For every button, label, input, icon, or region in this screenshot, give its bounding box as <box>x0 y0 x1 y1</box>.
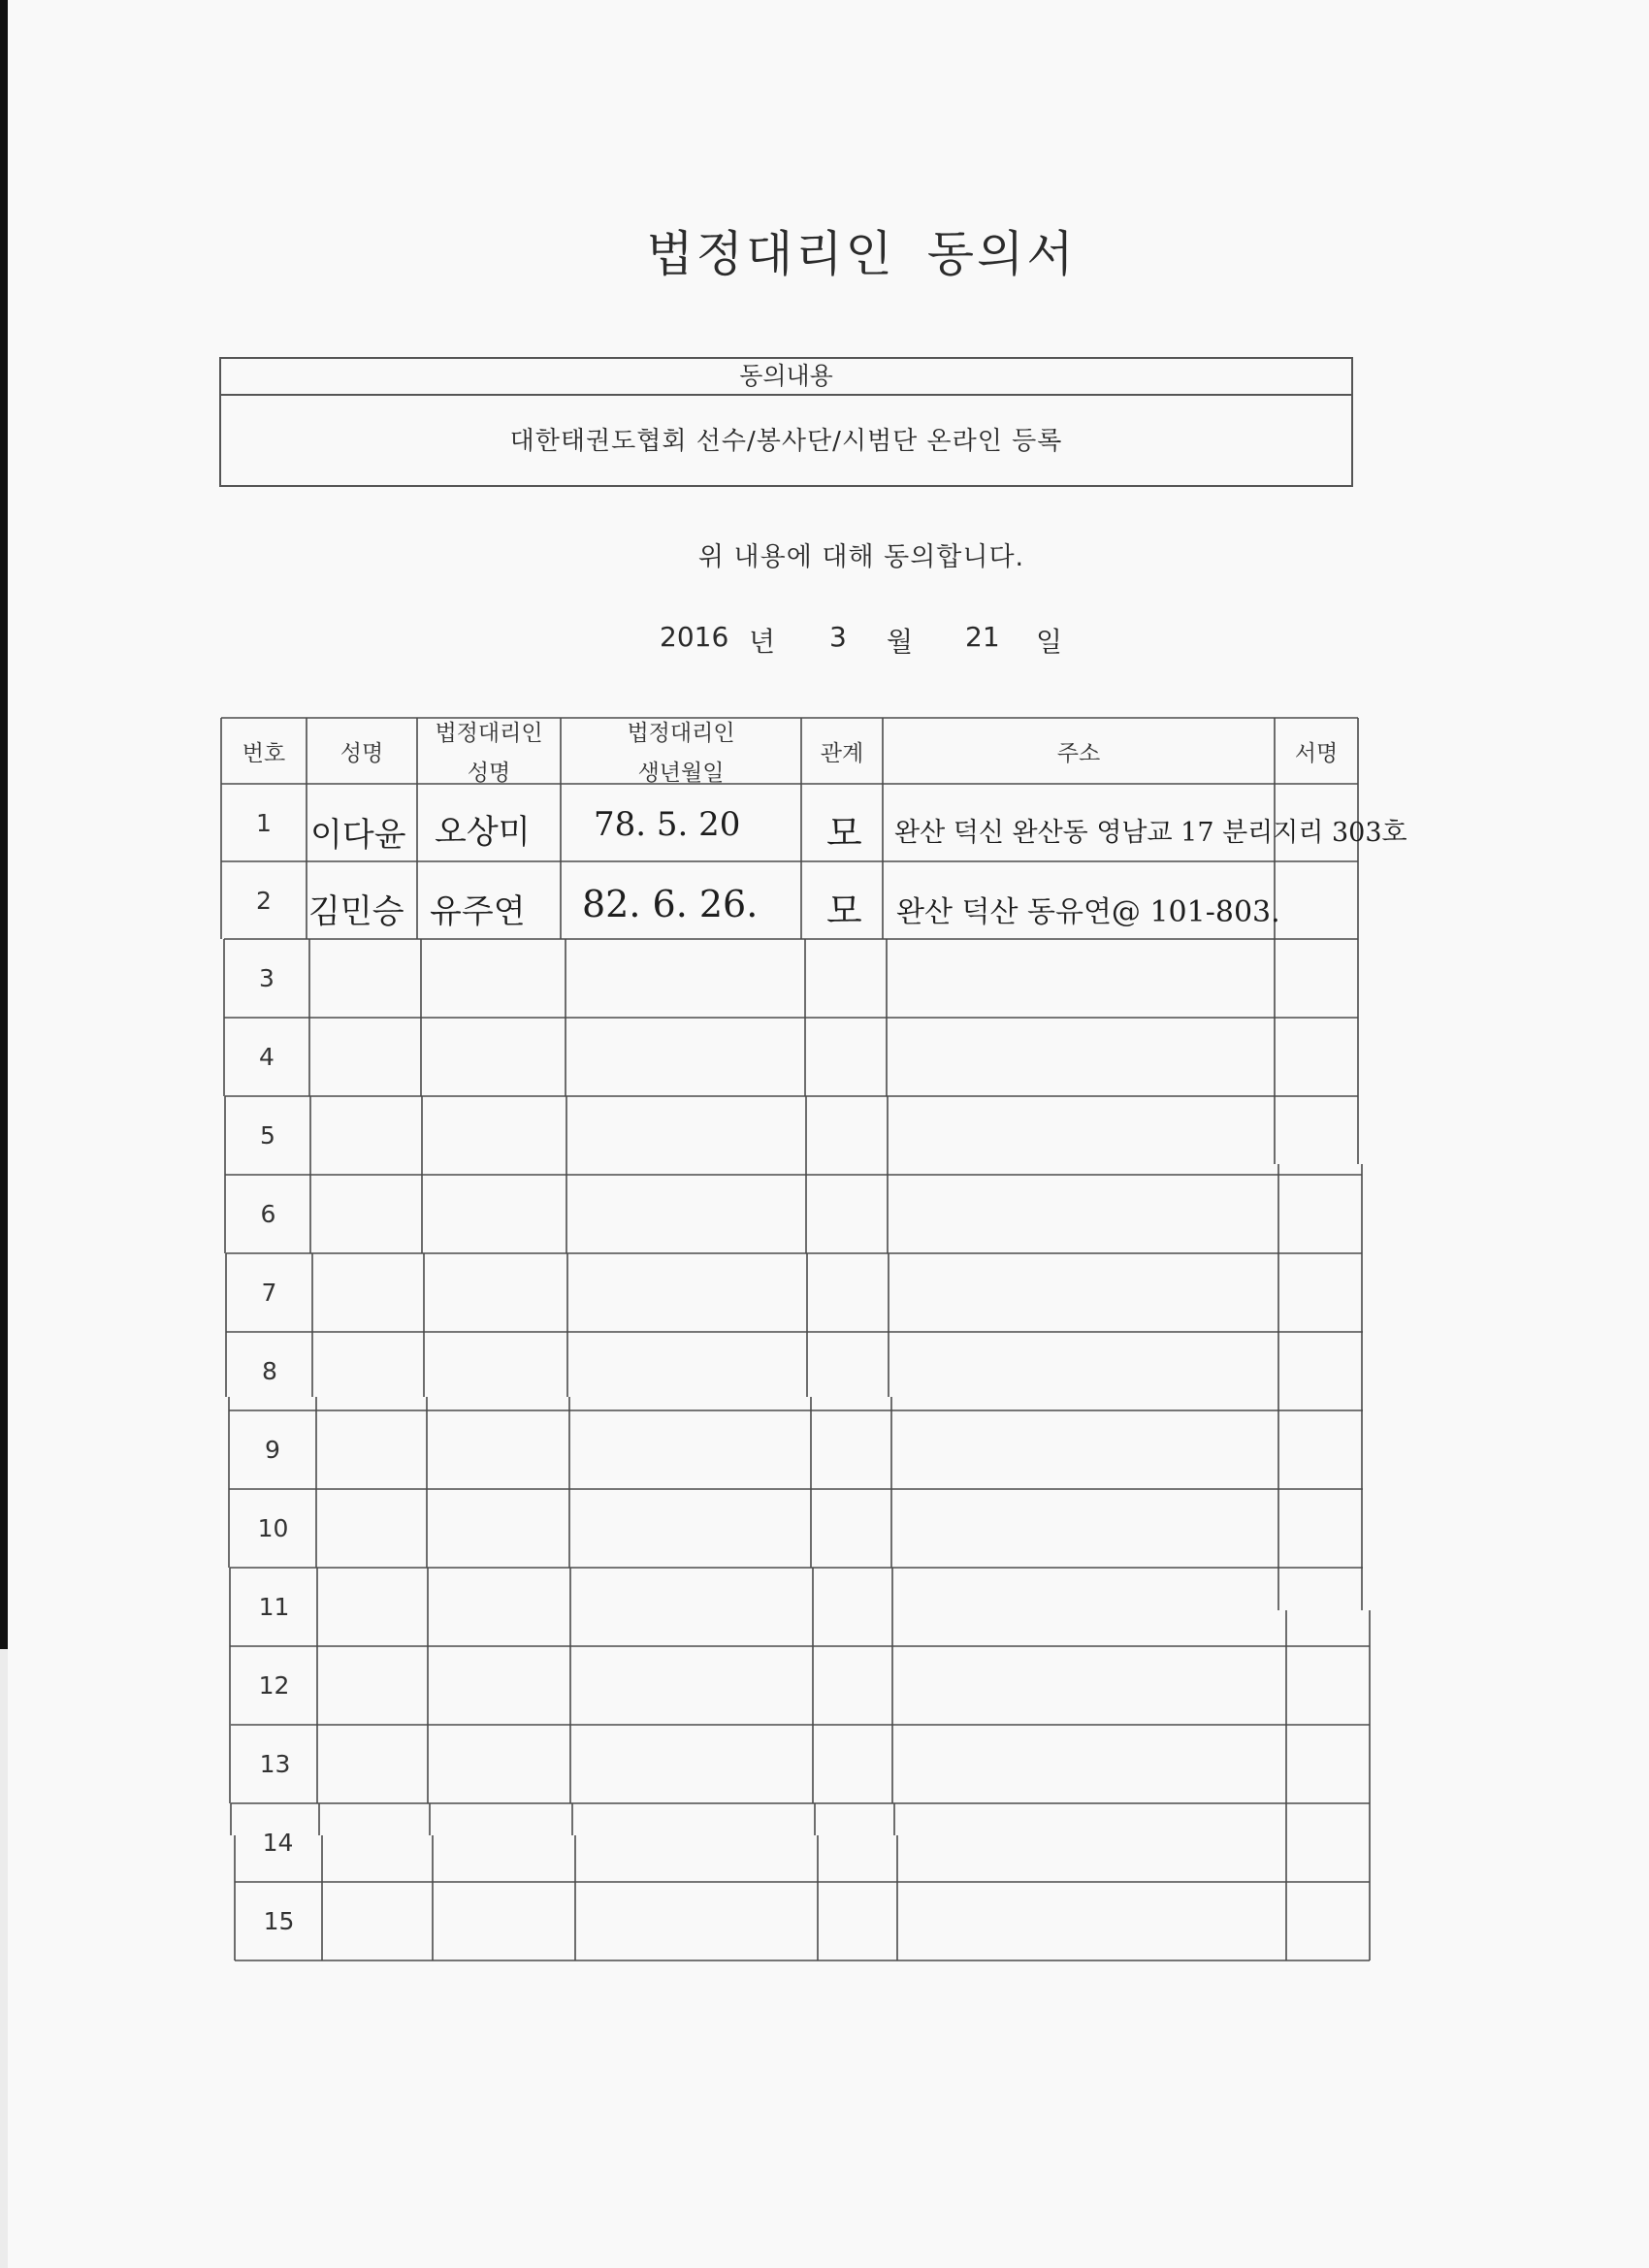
agreement-statement: 위 내용에 대해 동의합니다. <box>697 542 1025 572</box>
row-no: 13 <box>259 1750 291 1778</box>
row-no: 5 <box>260 1121 275 1150</box>
handwritten-relation: 모 <box>826 890 862 932</box>
consent-content: 대한태권도협회 선수/봉사단/시범단 온라인 등록 <box>509 427 1063 456</box>
handwritten-birth-date: 82. 6. 26. <box>582 883 759 925</box>
date-year: 2016 <box>660 621 729 653</box>
handwritten-name: 이다윤 <box>310 816 406 855</box>
header-relation: 관계 <box>820 740 864 766</box>
header-address: 주소 <box>1056 740 1101 766</box>
header-guardian-birth <box>561 718 801 784</box>
document-title: 법정대리인 동의서 <box>646 226 1077 282</box>
row-no: 6 <box>260 1200 276 1228</box>
handwritten-relation: 모 <box>826 812 862 855</box>
consent-header: 동의내용 <box>221 359 1351 396</box>
row-no: 11 <box>258 1593 290 1621</box>
header-name: 성명 <box>340 740 384 766</box>
row-no: 7 <box>261 1279 277 1307</box>
row-no: 15 <box>263 1907 295 1935</box>
date-day: 21 <box>965 621 1000 653</box>
handwritten-name: 김민승 <box>308 892 404 931</box>
row-no: 9 <box>265 1436 280 1464</box>
row-no: 10 <box>257 1514 289 1542</box>
header-guardian-birth-line2: 생년월일 <box>637 761 725 786</box>
date-month: 3 <box>829 621 847 653</box>
row-no: 8 <box>262 1357 277 1385</box>
header-guardian-name <box>417 718 561 784</box>
row-no: 1 <box>256 808 272 837</box>
date-year-unit: 년 <box>749 626 776 658</box>
header-no: 번호 <box>242 740 286 766</box>
handwritten-birth-date: 78. 5. 20 <box>594 805 741 844</box>
row-no: 12 <box>258 1671 290 1700</box>
row-no: 4 <box>259 1043 275 1071</box>
row-no: 14 <box>262 1829 294 1857</box>
row-no: 3 <box>259 964 275 992</box>
handwritten-guardian-name: 유주연 <box>430 892 526 931</box>
row-no: 2 <box>256 886 272 915</box>
header-guardian-name-line1: 법정대리인 <box>435 721 543 746</box>
date-day-unit: 일 <box>1036 626 1063 658</box>
date-month-unit: 월 <box>887 626 914 658</box>
header-guardian-birth-line1: 법정대리인 <box>627 721 735 746</box>
handwritten-address: 완산 덕신 완산동 영남교 17 분리지리 303호 <box>894 818 1407 848</box>
handwritten-address: 완산 덕산 동유연@ 101-803. <box>896 895 1280 929</box>
header-signature: 서명 <box>1294 740 1339 766</box>
handwritten-guardian-name: 오상미 <box>435 813 531 852</box>
header-guardian-name-line2: 성명 <box>467 761 511 786</box>
